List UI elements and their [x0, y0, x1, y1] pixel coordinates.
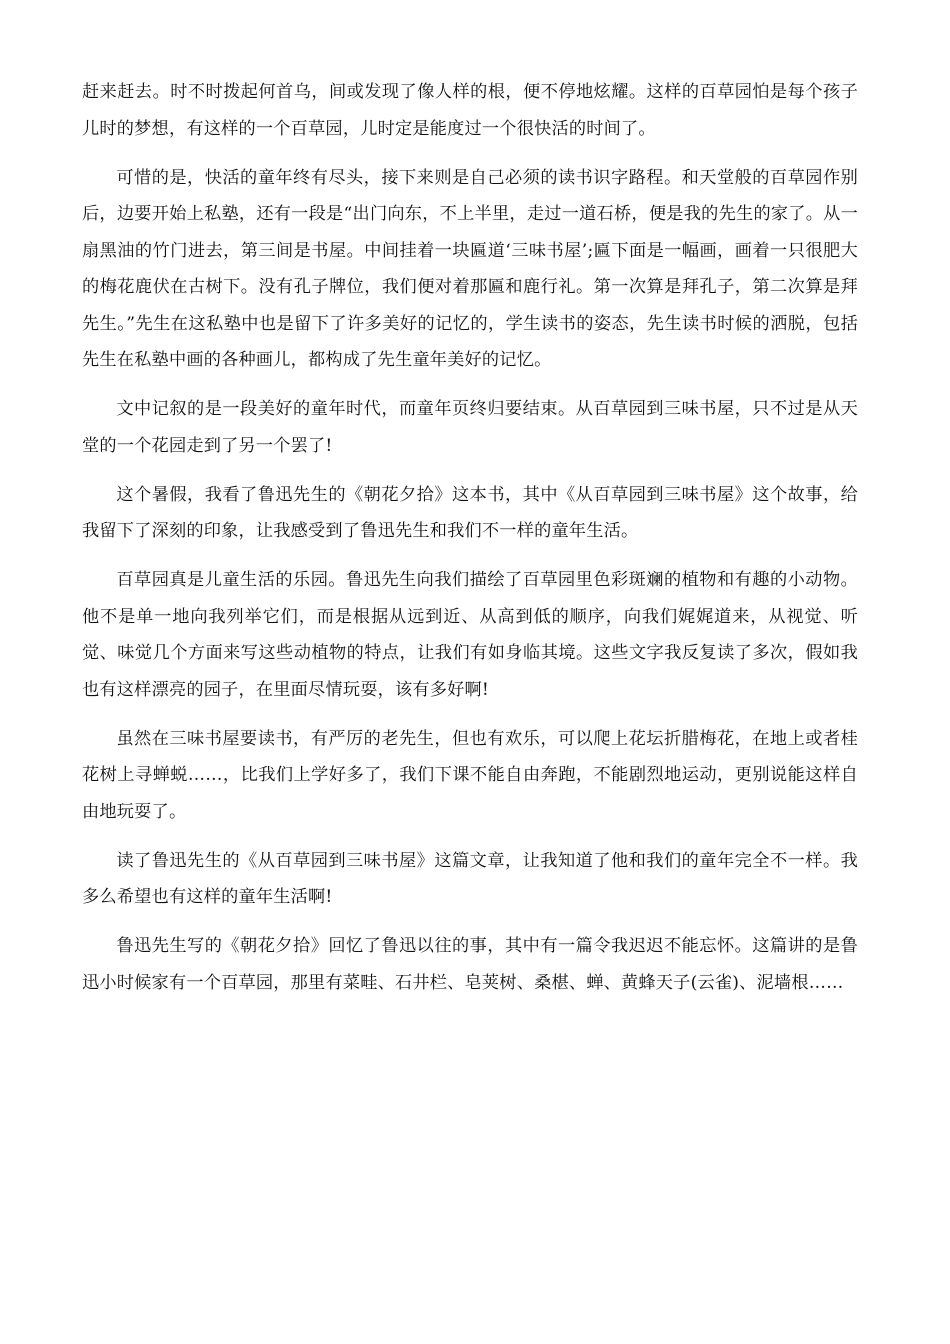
paragraph-7: 读了鲁迅先生的《从百草园到三味书屋》这篇文章，让我知道了他和我们的童年完全不一样。我多么希望也有这样的童年生活啊! [82, 850, 858, 907]
paragraph-6: 虽然在三味书屋要读书，有严厉的老先生，但也有欢乐，可以爬上花坛折腊梅花，在地上或者桂花树上寻蝉蜕……，比我们上学好多了，我们下课不能自由奔跑，不能剧烈地运动，更别说能这样自由地玩耍了。 [82, 728, 858, 822]
paragraph-3: 文中记叙的是一段美好的童年时代，而童年页终归要结束。从百草园到三味书屋，只不过是从天堂的一个花园走到了另一个罢了! [82, 399, 858, 456]
paragraph-8: 鲁迅先生写的《朝花夕拾》回忆了鲁迅以往的事，其中有一篇令我迟迟不能忘怀。这篇讲的是鲁迅小时候家有一个百草园，那里有菜畦、石井栏、皂荚树、桑椹、蝉、黄蜂天子(云雀)、泥墙根…… [82, 936, 858, 993]
paragraph-4: 这个暑假，我看了鲁迅先生的《朝花夕拾》这本书，其中《从百草园到三味书屋》这个故事，给我留下了深刻的印象，让我感受到了鲁迅先生和我们不一样的童年生活。 [82, 484, 858, 541]
document-body [82, 74, 858, 1014]
paragraph-5: 百草园真是儿童生活的乐园。鲁迅先生向我们描绘了百草园里色彩斑斓的植物和有趣的小动物。他不是单一地向我列举它们，而是根据从远到近、从高到低的顺序，向我们娓娓道来，从视觉、听觉、味觉几个方面来写这些动植物的特点，让我们有如身临其境。这些文字我反复读了多次，假如我也有这样漂亮的园子，在里面尽情玩耍，该有多好啊! [82, 570, 858, 700]
paragraph-2: 可惜的是，快活的童年终有尽头，接下来则是自己必须的读书识字路程。和天堂般的百草园作别后，边要开始上私塾，还有一段是“出门向东，不上半里，走过一道石桥，便是我的先生的家了。从一扇黑油的竹门进去，第三间是书屋。中间挂着一块匾道‘三味书屋’;匾下面是一幅画，画着一只很肥大的梅花鹿伏在古树下。没有孔子牌位，我们便对着那匾和鹿行礼。第一次算是拜孔子，第二次算是拜先生。”先生在这私塾中也是留下了许多美好的记忆的，学生读书的姿态，先生读书时候的洒脱，包括先生在私塾中画的各种画儿，都构成了先生童年美好的记忆。 [82, 167, 858, 370]
paragraph-1: 赶来赶去。时不时拨起何首乌，间或发现了像人样的根，便不停地炫耀。这样的百草园怕是每个孩子儿时的梦想，有这样的一个百草园，儿时定是能度过一个很快活的时间了。 [82, 82, 858, 139]
